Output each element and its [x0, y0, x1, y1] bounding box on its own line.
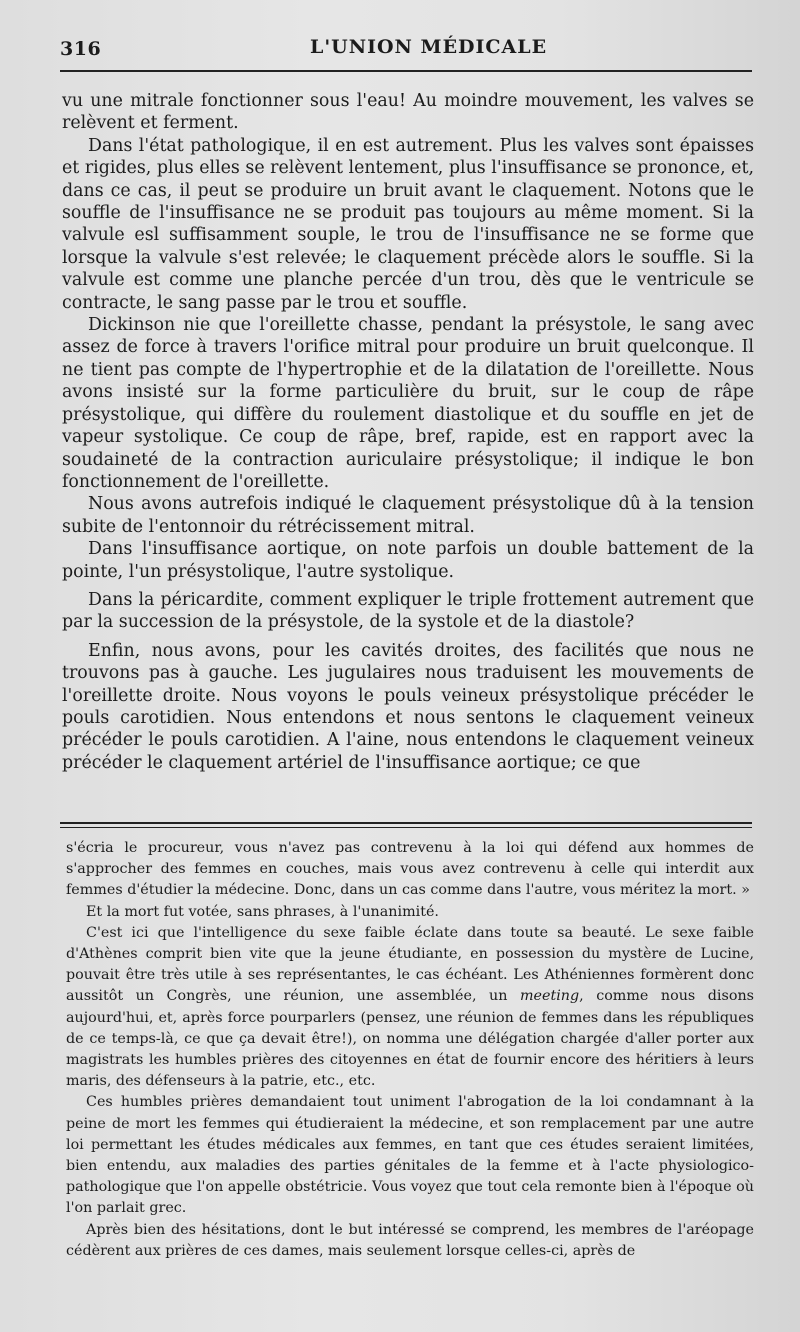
body-paragraph: Dickinson nie que l'oreillette chasse, pendant la présystole, le sang avec assez de force à travers l'orifice mitral pour produire un bruit quelconque. Il ne tient pas compte de l'hypertrophie et de la dilatation de l'oreillette. Nous avons insisté sur la forme particulière du bruit, sur le coup de râpe présystolique, qui diffère du roulement diastolique et du souffle en jet de vapeur systolique. Ce coup de râpe, bref, rapide, est en rapport avec la soudaineté de la contraction auriculaire présystolique; il indique le bon fonctionnement de l'oreillette. [62, 315, 754, 492]
footnote-text-run: , comme nous disons aujourd'hui, et, après force pourparlers (pensez, une réunion de femmes dans les républiques de ce temps-là, ce que ça devait être!), on nomma une délégation chargée d'aller porter aux magistrats les humbles prières des citoyennes en état de fournir encore des héritiers à leurs maris, des défenseurs à la patrie, etc., etc. [66, 988, 754, 1090]
body-paragraph: vu une mitrale fonctionner sous l'eau! Au moindre mouvement, les valves se relèvent et ferment. [62, 91, 754, 134]
footnote-italic-word: meeting [519, 988, 580, 1005]
body-paragraph: Nous avons autrefois indiqué le claquement présystolique dû à la tension subite de l'entonnoir du rétrécissement mitral. [62, 494, 754, 537]
page-number: 316 [60, 38, 102, 60]
footnote-paragraph: Ces humbles prières demandaient tout uniment l'abrogation de la loi condamnant à la peine de mort les femmes qui étudieraient la médecine, et son remplacement par une autre loi permettant les études médicales aux femmes, en tant que ces études seraient limitées, bien entendu, aux maladies des parties génitales de la femme et à l'acte physiologico-pathologique que l'on appelle obstétricie. Vous voyez que tout cela remonte bien à l'époque où l'on parlait grec. [66, 1094, 754, 1217]
header-rule [60, 70, 752, 72]
running-title: L'UNION MÉDICALE [310, 36, 548, 58]
body-paragraph: Dans l'insuffisance aortique, on note parfois un double battement de la pointe, l'un présystolique, l'autre systolique. [62, 539, 754, 582]
footnote-paragraph [66, 923, 754, 1093]
main-body-text [62, 90, 754, 774]
footnote-block [66, 838, 754, 1262]
body-paragraph: Dans l'état pathologique, il en est autrement. Plus les valves sont épaisses et rigides, plus elles se relèvent lentement, plus l'insuffisance se prononce, et, dans ce cas, il peut se produire un bruit avant le claquement. Notons que le souffle de l'insuffisance ne se produit pas toujours au même moment. Si la valvule esl suffisamment souple, le trou de l'insuffisance ne se forme que lorsque la valvule s'est relevée; le claquement précède alors le souffle. Si la valvule est comme une planche percée d'un trou, dès que le ventricule se contracte, le sang passe par le trou et souffle. [62, 135, 754, 313]
footnote-paragraph: s'écria le procureur, vous n'avez pas contrevenu à la loi qui défend aux hommes de s'approcher des femmes en couches, mais vous avez contrevenu à celle qui interdit aux femmes d'étudier la médecine. Donc, dans un cas comme dans l'autre, vous méritez la mort. » [66, 840, 754, 899]
body-paragraph: Dans la péricardite, comment expliquer le triple frottement autrement que par la succession de la présystole, de la systole et de la diastole? [62, 589, 754, 633]
page-header [60, 36, 760, 66]
footnote-paragraph: Après bien des hésitations, dont le but intéressé se comprend, les membres de l'aréopage cédèrent aux prières de ces dames, mais seulement lorsque celles-ci, après de [66, 1221, 754, 1259]
footnote-text-run: C'est ici que l'intelligence du sexe faible éclate dans toute sa beauté. Le sexe faible d'Athènes comprit bien vite que la jeune étudiante, en possession du mystère de Lucine, pouvait être très utile à ses représentantes, le cas échéant. Les Athéniennes formèrent donc aussitôt un Congrès, une réunion, une assemblée, un [66, 924, 754, 1005]
footnote-paragraph: Et la mort fut votée, sans phrases, à l'unanimité. [86, 903, 439, 920]
body-paragraph: Enfin, nous avons, pour les cavités droites, des facilités que nous ne trouvons pas à gauche. Les jugulaires nous traduisent les mouvements de l'oreillette droite. Nous voyons le pouls veineux présystolique précéder le pouls carotidien. Nous entendons et nous sentons le claquement veineux précéder le pouls carotidien. A l'aine, nous entendons le claquement veineux précéder le claquement artériel de l'insuffisance aortique; ce que [62, 640, 754, 773]
footnote-rule [60, 822, 752, 828]
